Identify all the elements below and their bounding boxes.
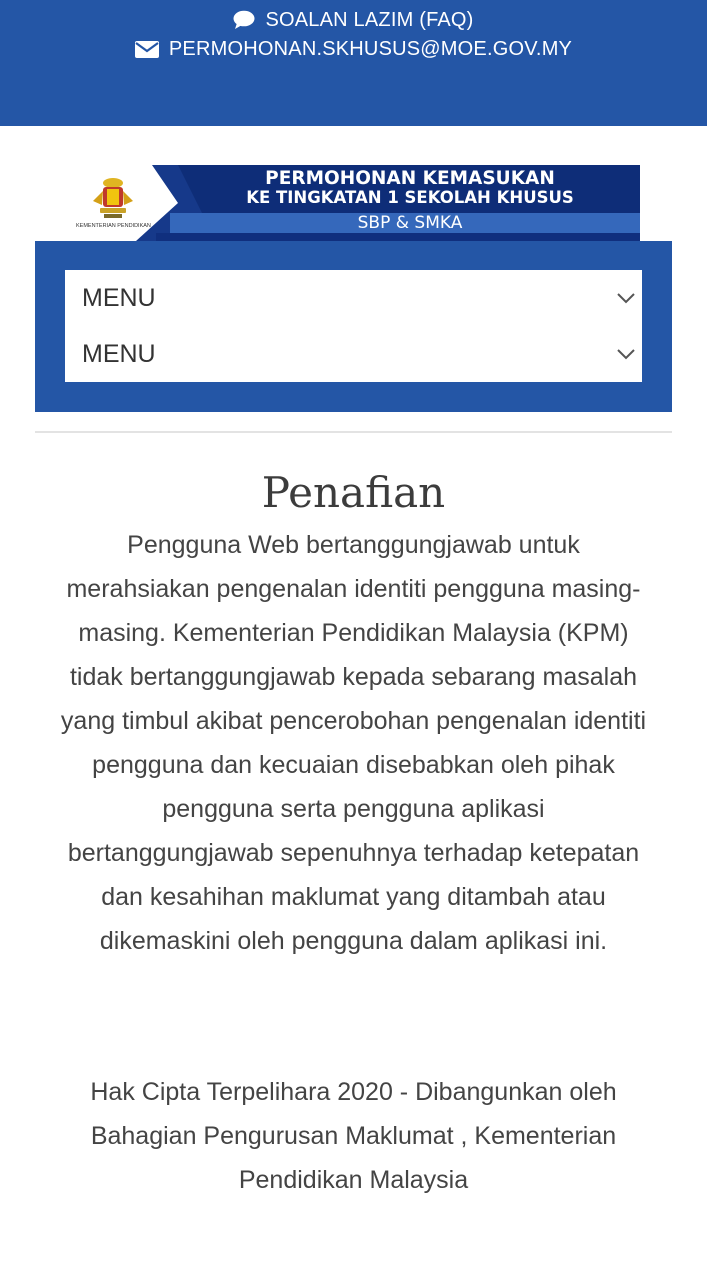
chat-bubble-icon [233,10,255,30]
banner-subtitle: SBP & SMKA [357,213,463,233]
menu-container [65,270,642,382]
menu-panel [35,241,672,412]
menu-dropdown-1[interactable] [65,270,642,326]
ministry-logo [76,177,151,231]
disclaimer-text: Pengguna Web bertanggungjawab untuk merahsiakan pengenalan identiti pengguna masing-masing. Kementerian Pendidikan Malaysia (KPM) tidak bertanggungjawab kepada sebarang masalah yang timbul akibat pencerobohan pengenalan identiti pengguna dan kecuaian disebabkan oleh pihak pengguna serta pengguna aplikasi bertanggungjawab sepenuhnya terhadap ketepatan dan kesahihan maklumat yang ditambah atau dikemaskini oleh pengguna dalam aplikasi ini. [60,531,647,955]
menu-label-2: MENU [82,339,156,368]
envelope-icon [135,41,159,58]
logo-caption: KEMENTERIAN PENDIDIKAN [76,223,151,229]
section-divider [35,431,672,433]
top-bar [0,0,707,126]
banner-title-line2: KE TINGKATAN 1 SEKOLAH KHUSUS [246,188,574,207]
crest-icon [88,177,138,221]
faq-link[interactable] [0,6,707,34]
menu-label-1: MENU [82,283,156,312]
email-link[interactable] [0,35,707,63]
banner-title-line1: PERMOHONAN KEMASUKAN [265,168,555,189]
email-label[interactable]: PERMOHONAN.SKHUSUS@MOE.GOV.MY [168,37,573,60]
page-title: Penafian [261,468,446,517]
site-banner [70,165,640,241]
chevron-down-icon [616,292,636,304]
faq-label[interactable]: SOALAN LAZIM (FAQ) [265,8,474,31]
menu-dropdown-2[interactable] [65,326,642,382]
copyright-footer: Hak Cipta Terpelihara 2020 - Dibangunkan oleh Bahagian Pengurusan Maklumat , Kementerian Pendidikan Malaysia [90,1078,617,1194]
chevron-down-icon [616,348,636,360]
